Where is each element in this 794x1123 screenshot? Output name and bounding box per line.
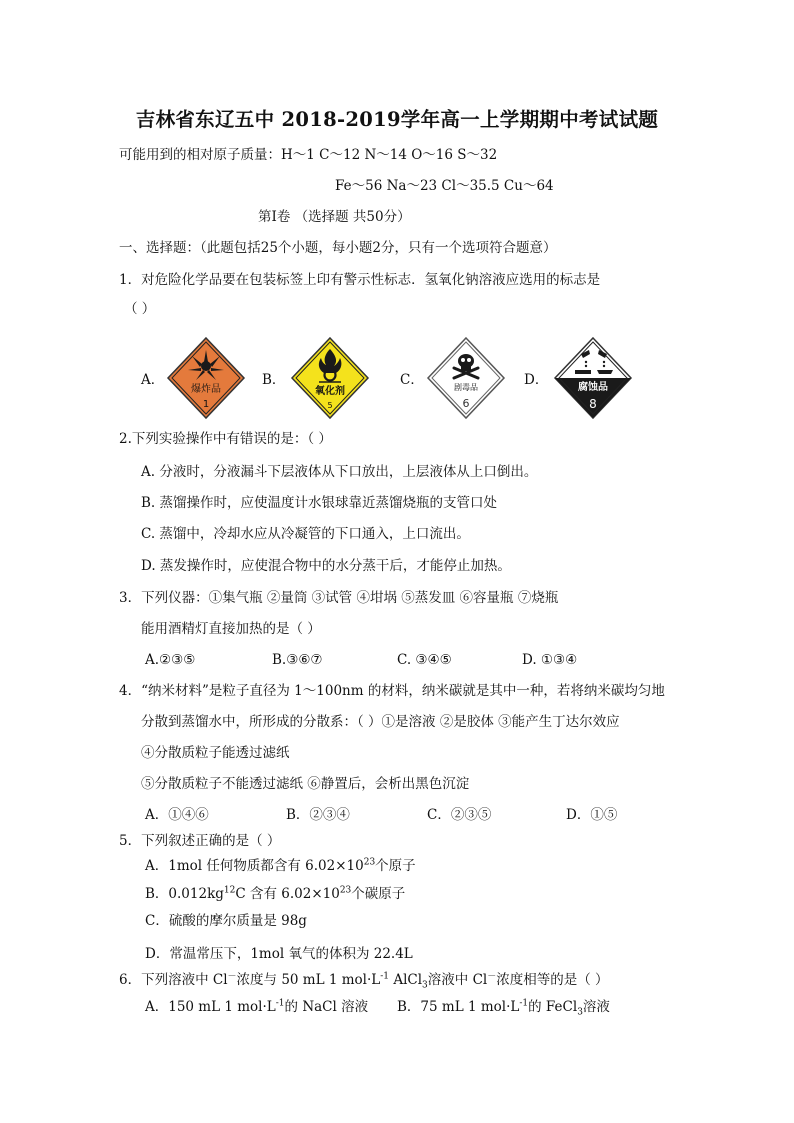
q5-stem: 5．下列叙述正确的是（ ） — [119, 833, 281, 849]
q1-answer-paren: （ ） — [124, 301, 156, 317]
sign-c-number: 6 — [462, 397, 470, 410]
q5-option-a-text: A．1mol 任何物质都含有 6.02×10 — [145, 858, 364, 874]
q6-subscript: 3 — [422, 980, 428, 991]
q3-stem-2: 能用酒精灯直接加热的是（ ） — [141, 621, 321, 637]
sign-b-text: 氧化剂 — [315, 386, 345, 397]
q2-option-a: A. 分液时，分液漏斗下层液体从下口放出，上层液体从上口倒出。 — [141, 464, 538, 480]
q6-option-a-text: A．150 mL 1 mol·L — [145, 999, 276, 1015]
explosive-hazard-sign — [166, 336, 246, 420]
q6-option-b-text: B．75 mL 1 mol·L — [397, 999, 520, 1015]
q6-stem-b: 浓度与 50 mL 1 mol·L — [236, 972, 381, 988]
q3-option-b: B.③⑥⑦ — [272, 652, 323, 668]
part-heading: 一、选择题：（此题包括25个小题，每小题2分，只有一个选项符合题意） — [119, 240, 557, 256]
toxic-hazard-sign — [426, 336, 506, 420]
q2-stem: 2.下列实验操作中有错误的是：（ ） — [119, 431, 332, 447]
q4-option-a: A．①④⑥ — [145, 807, 209, 823]
q6-stem-c: AlCl — [389, 972, 423, 988]
corrosive-hazard-sign — [553, 336, 633, 420]
q6-charge-2: － — [487, 971, 497, 982]
atomic-masses-line-1: 可能用到的相对原子质量：H～1 C～12 N～14 O～16 S～32 — [119, 147, 498, 163]
skull-crossbones-icon — [426, 336, 506, 420]
q5-option-d: D．常温常压下，1mol 氧气的体积为 22.4L — [145, 946, 413, 962]
q1-option-d-label: D． — [524, 372, 549, 388]
explosion-icon — [166, 336, 246, 420]
q6-option-a-suffix: 的 NaCl 溶液 — [284, 999, 369, 1015]
q3-option-a: A.②③⑤ — [145, 652, 196, 668]
q6-option-b-exponent: -1 — [519, 998, 529, 1009]
sign-d-text: 腐蚀品 — [578, 382, 608, 393]
q6-option-b — [397, 998, 610, 1016]
sign-c-text: 剧毒品 — [454, 383, 478, 392]
sign-a-number: 1 — [202, 399, 210, 410]
q5-option-b-mass-number: 12 — [223, 885, 236, 896]
corrosive-icon — [553, 336, 633, 420]
q3-option-d: D. ①③④ — [522, 652, 578, 668]
section-title: 第Ⅰ卷 （选择题 共50分） — [258, 209, 411, 225]
q5-option-a-exponent: 23 — [363, 857, 376, 868]
q4-stem-line-2: 分散到蒸馏水中，所形成的分散系：（ ）①是溶液 ②是胶体 ③能产生丁达尔效应 — [141, 714, 620, 730]
q6-stem-a: 6．下列溶液中 Cl — [119, 972, 228, 988]
q5-option-b — [145, 885, 405, 903]
q2-option-d: D. 蒸发操作时，应使混合物中的水分蒸干后，才能停止加热。 — [141, 558, 511, 574]
q6-unit-exponent: -1 — [380, 971, 390, 982]
q4-option-c: C．②③⑤ — [427, 807, 492, 823]
atomic-masses-line-2: Fe～56 Na～23 Cl～35.5 Cu～64 — [335, 178, 554, 194]
q4-stem-line-3: ④分散质粒子能透过滤纸 — [141, 745, 290, 761]
q6-option-a — [145, 998, 368, 1016]
q6-option-b-suffix: 溶液 — [582, 999, 610, 1015]
q3-stem: 3．下列仪器：①集气瓶 ②量筒 ③试管 ④坩埚 ⑤蒸发皿 ⑥容量瓶 ⑦烧瓶 — [119, 590, 559, 606]
q6-stem — [119, 971, 609, 989]
q2-option-b: B. 蒸馏操作时，应使温度计水银球靠近蒸馏烧瓶的支管口处 — [141, 495, 498, 511]
q1-option-b-label: B． — [262, 372, 286, 388]
q4-stem-line-4: ⑤分散质粒子不能透过滤纸 ⑥静置后，会析出黑色沉淀 — [141, 776, 470, 792]
q1-option-a-label: A． — [141, 372, 165, 388]
q4-option-b: B．②③④ — [286, 807, 350, 823]
q6-option-b-mid: 的 FeCl — [528, 999, 578, 1015]
page-title: 吉林省东辽五中 2018-2019学年高一上学期期中考试试题 — [135, 108, 659, 131]
q3-option-c: C. ③④⑤ — [397, 652, 452, 668]
sign-d-number: 8 — [589, 397, 597, 411]
q5-option-a — [145, 857, 416, 875]
q6-option-a-exponent: -1 — [275, 998, 285, 1009]
q6-stem-e: 浓度相等的是（ ） — [496, 972, 609, 988]
q6-charge-1: － — [227, 971, 237, 982]
oxidizer-hazard-sign — [290, 336, 370, 420]
q1-stem: 1．对危险化学品要在包装标签上印有警示性标志．氢氧化钠溶液应选用的标志是 — [119, 272, 601, 288]
flame-over-circle-icon — [290, 336, 370, 420]
q5-option-b-suffix: 个碳原子 — [351, 886, 406, 902]
sign-b-number: 5 — [327, 401, 333, 410]
q5-option-b-text: B．0.012kg — [145, 886, 224, 902]
q5-option-a-suffix: 个原子 — [375, 858, 416, 874]
q2-option-c: C. 蒸馏中，冷却水应从冷凝管的下口通入，上口流出。 — [141, 526, 470, 542]
q5-option-c: C．硫酸的摩尔质量是 98g — [145, 913, 307, 929]
q1-option-c-label: C． — [400, 372, 424, 388]
q5-option-b-exponent: 23 — [339, 885, 352, 896]
q4-stem-line-1: 4．“纳米材料”是粒子直径为 1～100nm 的材料，纳米碳就是其中一种，若将纳米碳均匀地 — [119, 683, 665, 699]
sign-a-text: 爆炸品 — [191, 384, 221, 395]
q4-option-d: D．①⑤ — [566, 807, 618, 823]
q6-option-b-subscript: 3 — [577, 1007, 583, 1018]
q6-stem-d: 溶液中 Cl — [427, 972, 488, 988]
q5-option-b-mid: C 含有 6.02×10 — [235, 886, 340, 902]
